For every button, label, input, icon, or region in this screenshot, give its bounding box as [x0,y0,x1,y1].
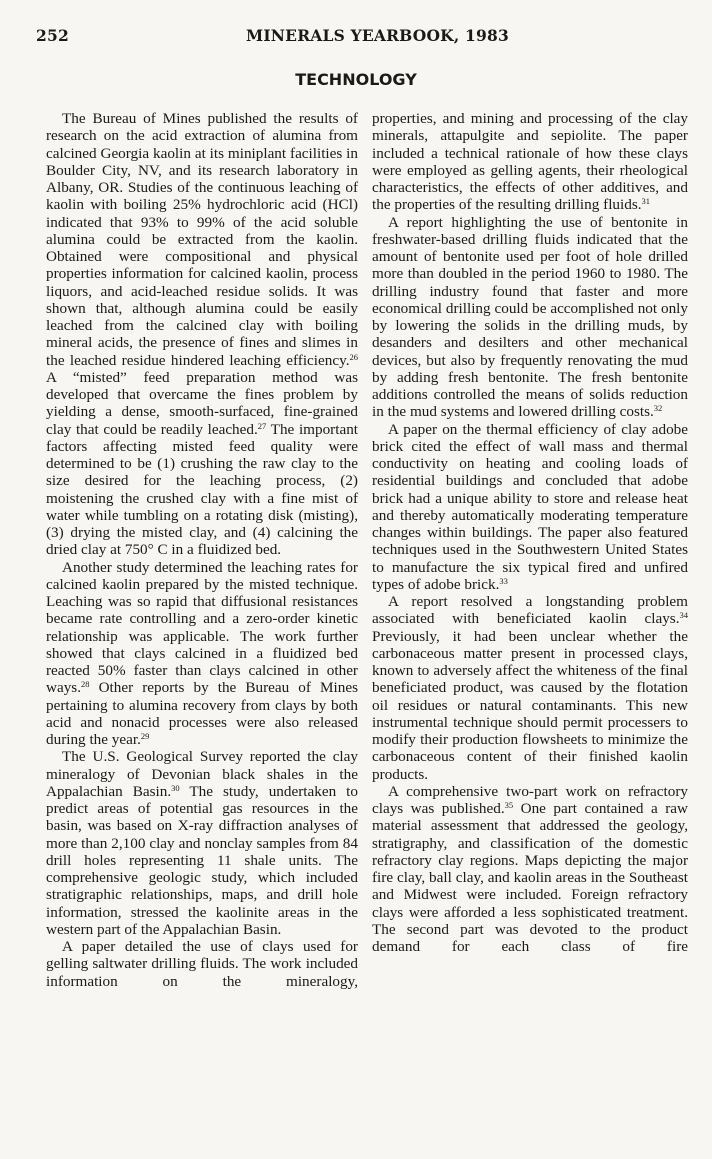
left-column [46,110,358,990]
footnote-ref: 33 [499,575,508,586]
right-column [372,110,688,955]
footnote-ref: 29 [140,731,150,741]
paragraph-text: Other reports by the Bureau of Mines pertaining to alumina recovery from clays by both acid and nonacid processes were also released during the year. [46,679,358,748]
footnote-ref: 32 [653,403,663,414]
paragraph [46,748,358,938]
footnote-ref: 31 [641,196,651,207]
paragraph [46,938,358,990]
footnote-ref: 30 [171,782,180,793]
footnote-ref: 34 [679,610,688,621]
paragraph-text: A comprehensive two-part work on refractory clays was published. [372,782,688,817]
paragraph-text: A report resolved a longstanding problem associated with beneficiated kaolin clays. [372,593,688,628]
page-number: 252 [36,26,69,45]
paragraph-text: The study, undertaken to predict areas of potential gas resources in the basin, was based on X-ray diffraction analyses of more than 2,100 clay and nonclay samples from 84 drill holes representing 11 shale units. The comprehensive geologic study, which included stratigraphic relationships, maps, and drill hole information, stressed the kaolinite areas in the western part of the Appalachian Basin. [46,782,358,938]
paragraph-text: properties, and mining and processing of the clay minerals, attapulgite and sepiolite. The paper included a technical rationale of how these clays were employed as gelling agents, their rheological characteristics, the effects of other additives, and the properties of the resulting drilling fluids. [372,110,688,214]
paragraph-text: A paper detailed the use of clays used for gelling saltwater drilling fluids. The work included information on the mineralogy, [46,938,358,990]
paragraph-text: Another study determined the leaching rates for calcined kaolin prepared by the misted technique. Leaching was so rapid that diffusional resistances became rate controlling and a zero-order kinetic relationship was applicable. The work further showed that clays calcined in a fluidized bed reacted 50% faster than clays calcined in other ways. [46,558,358,697]
paragraph [372,421,688,594]
section-heading: TECHNOLOGY [295,70,417,89]
paragraph-text: The U.S. Geological Survey reported the clay mineralogy of Devonian black shales in the Appalachian Basin. [46,748,358,800]
paragraph [372,214,688,421]
footnote-ref: 35 [504,800,514,810]
running-title: MINERALS YEARBOOK, 1983 [246,26,509,45]
paragraph-text: The Bureau of Mines published the results of research on the acid extraction of alumina from calcined Georgia kaolin at its miniplant facilities in Boulder City, NV, and its research laboratory in Albany, OR. Studies of the continuous leaching of kaolin with boiling 25% hydrochloric acid (HCl) indicated that 93% to 99% of the acid soluble alumina could be extracted from the kaolin. Obtained were compositional and physical properties information for calcined kaolin, process liquors, and acid-leached residue solids. It was shown that, although alumina could be easily leached from the calcined clay with boiling mineral acids, the presence of fines and slimes in the leached residue hindered leaching efficiency. [46,110,358,369]
paragraph-text: A paper on the thermal efficiency of clay adobe brick cited the effect of wall mass and thermal conductivity on heating and cooling loads of residential buildings and concluded that adobe brick had a unique ability to store and release heat and thereby automatically moderating temperature changes within buildings. The paper also featured techniques used in the Southwestern United States to manufacture the six typical fired and unfired types of adobe brick. [372,420,688,593]
footnote-ref: 27 [257,420,267,431]
paragraph-text: Previously, it had been unclear whether the carbonaceous matter present in processed clays, known to adversely affect the whiteness of the final beneficiated product, was caused by the flotation oil residues or natural contaminants. This new instrumental technique should permit processers to modify their production flowsheets to minimize the carbonaceous content of their finished kaolin products. [372,627,688,783]
paragraph-text: A report highlighting the use of bentonite in freshwater-based drilling fluids indicated that the amount of bentonite used per foot of hole drilled more than doubled in the period 1960 to 1980. The drilling industry found that faster and more economical drilling could be accomplished not only by lowering the solids in the drilling muds, by desanders and desilters and other mechanical devices, but also by frequently renovating the mud by adding fresh bentonite. The fresh bentonite additions controlled the means of solids reduction in the mud systems and lowered drilling costs. [372,213,688,421]
paragraph [46,559,358,749]
paragraph [372,593,688,783]
paragraph-text: One part contained a raw material assessment that addressed the geology, stratigraphy, and classification of the domestic refractory clay regions. Maps depicting the major fire clay, ball clay, and kaolin areas in the Southeast and Midwest were included. Foreign refractory clays were afforded a less sophisticated treatment. The second part was devoted to the product demand for each class of fire [372,800,688,955]
paragraph [46,110,358,559]
paragraph [372,110,688,214]
page-header [36,26,676,48]
footnote-ref: 28 [81,679,90,690]
paragraph-text: The important factors affecting misted feed quality were determined to be (1) crushing the raw clay to the size desired for the leaching process, (2) moistening the crushed clay with a fine mist of water while tumbling on a rotating disk (misting), (3) drying the misted clay, and (4) calcining the dried clay at 750° C in a fluidized bed. [46,420,359,559]
footnote-ref: 26 [349,351,358,362]
paragraph-text: A “misted” feed preparation method was developed that overcame the fines problem by yielding a dense, smooth-surfaced, fine-grained clay that could be readily leached. [46,368,358,438]
paragraph [372,783,688,956]
